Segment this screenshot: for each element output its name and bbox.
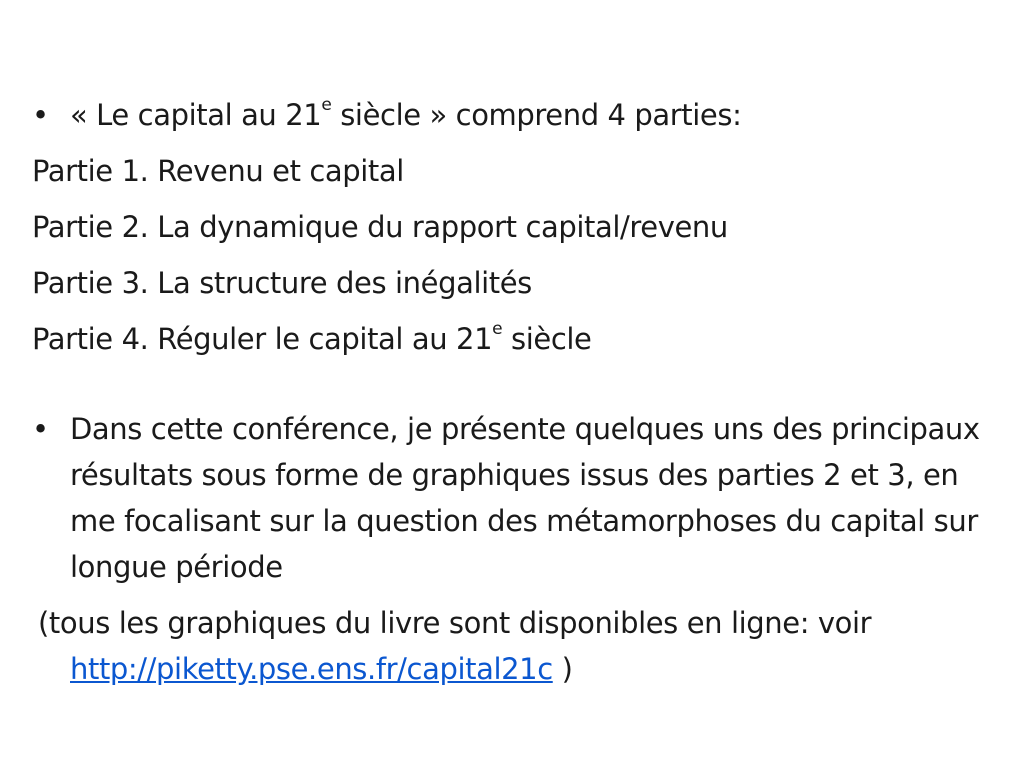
online-note [32,600,1002,692]
part-2: Partie 2. La dynamique du rapport capital/revenu [32,210,728,244]
bullet-intro [32,92,1002,138]
bullet-intro-suffix: siècle » comprend 4 parties: [331,98,742,132]
part-4-suffix: siècle [502,322,592,356]
bullet-conference-text: Dans cette conférence, je présente quelques uns des principaux résultats sous forme de graphiques issus des parties 2 et 3, en me focalisant sur la question des métamorphoses du capital sur longue période [70,412,980,584]
bullet-dot: • [32,412,49,446]
capital21c-link[interactable]: http://piketty.pse.ens.fr/capital21c [70,652,553,686]
part-3: Partie 3. La structure des inégalités [32,266,532,300]
slide-content [32,92,1002,702]
bullet-intro-prefix: « Le capital au 21 [70,98,322,132]
online-note-suffix: ) [552,652,573,686]
superscript-e: e [492,319,503,340]
bullet-conference [32,406,1002,590]
bullet-dot: • [32,98,49,132]
part-4 [32,316,1002,362]
superscript-e: e [321,95,332,116]
online-note-prefix: (tous les graphiques du livre sont disponibles en ligne: voir [38,606,872,640]
part-4-prefix: Partie 4. Réguler le capital au 21 [32,322,493,356]
part-1: Partie 1. Revenu et capital [32,154,404,188]
spacer [32,372,1002,406]
